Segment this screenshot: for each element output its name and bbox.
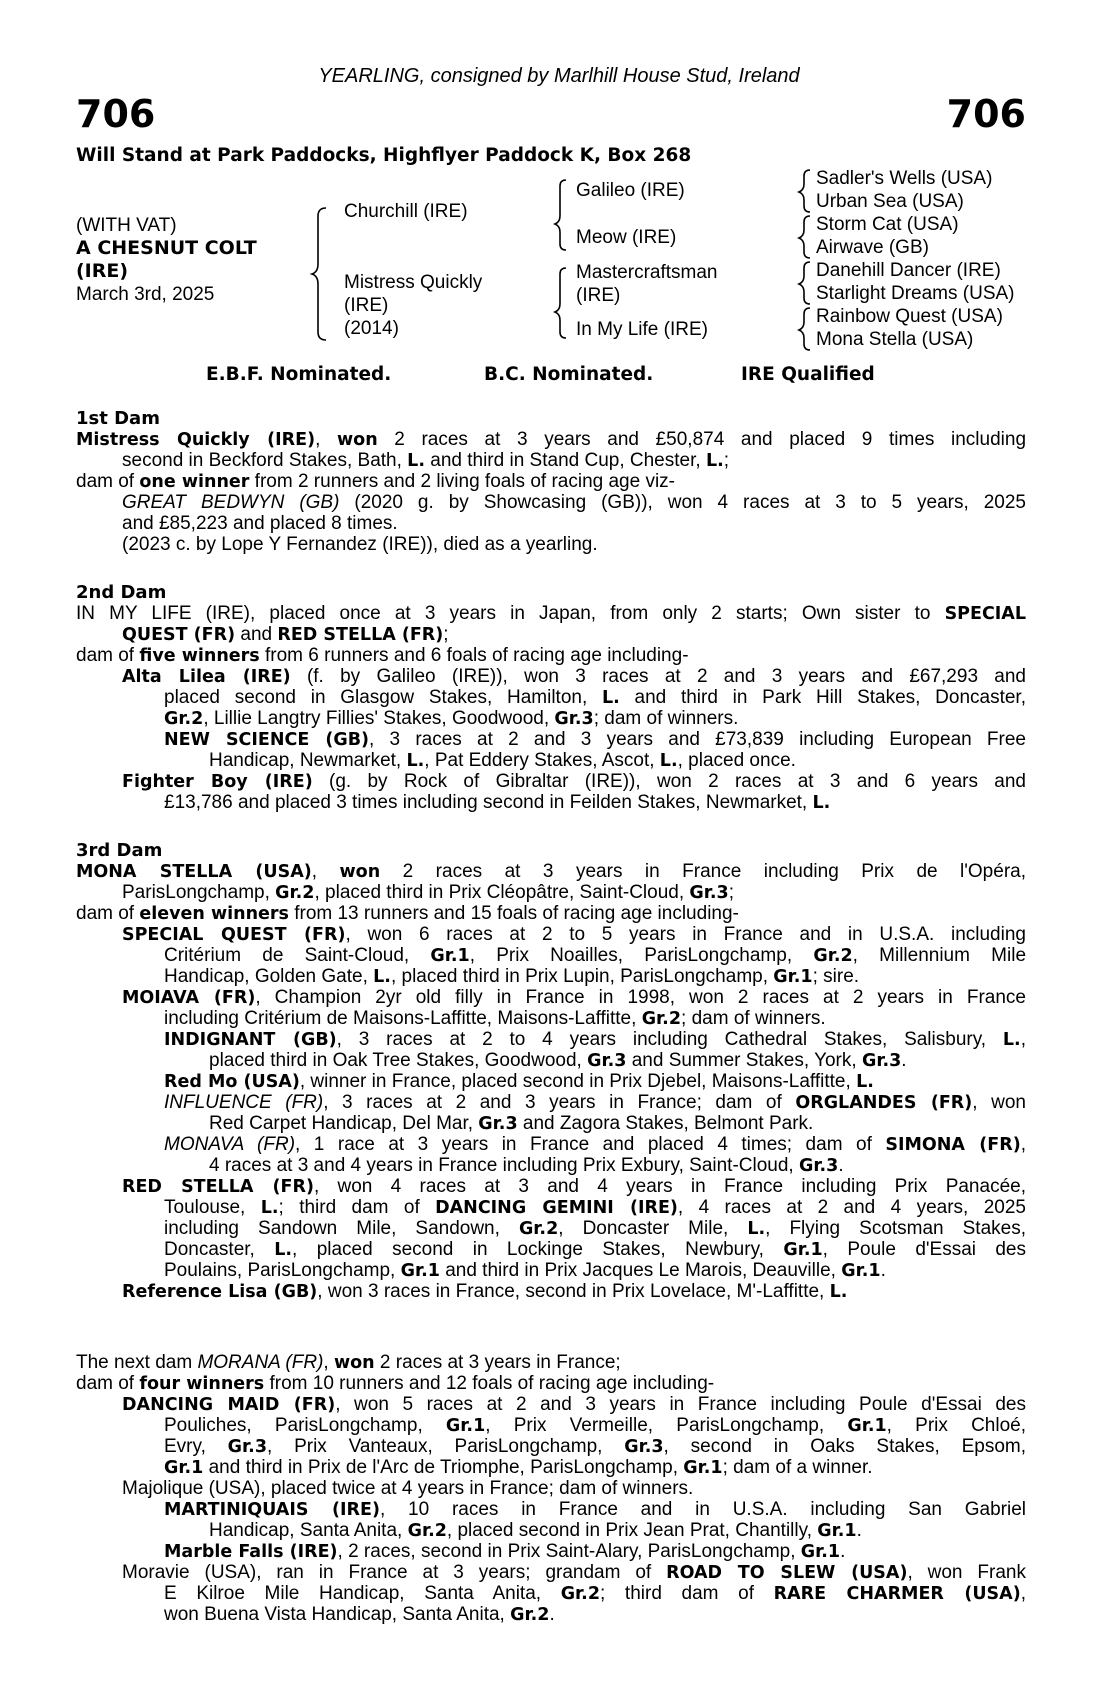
text-line: Red Carpet Handicap, Del Mar, Gr.3 and Zagora Stakes, Belmont Park. <box>209 1113 814 1134</box>
text-line: Gr.1 and third in Prix de l'Arc de Triomphe, ParisLongchamp, Gr.1; dam of a winner. <box>164 1457 873 1478</box>
third-dam-section <box>76 840 1026 1302</box>
text-line: dam of four winners from 10 runners and 12 foals of racing age including- <box>76 1373 715 1394</box>
text-line: The next dam MORANA (FR), won 2 races at 3 years in France; <box>76 1352 621 1373</box>
text-line: MOIAVA (FR), Champion 2yr old filly in France in 1998, won 2 races at 2 years in France <box>122 987 1026 1008</box>
text-line: Handicap, Newmarket, L., Pat Eddery Stakes, Ascot, L., placed once. <box>209 750 796 771</box>
pedigree-gen3-1: Sadler's Wells (USA) <box>816 168 993 189</box>
pedigree-sire-sire: Galileo (IRE) <box>576 180 685 201</box>
next-dam-section <box>76 1352 1026 1625</box>
text-line: Alta Lilea (IRE) (f. by Galileo (IRE)), won 3 races at 2 and 3 years and £67,293 and <box>122 666 1026 687</box>
text-line: INFLUENCE (FR), 3 races at 2 and 3 years in France; dam of ORGLANDES (FR), won <box>164 1092 1026 1113</box>
text-line: Fighter Boy (IRE) (g. by Rock of Gibraltar (IRE)), won 2 races at 3 and 6 years and <box>122 771 1026 792</box>
text-line: Handicap, Golden Gate, L., placed third in Prix Lupin, ParisLongchamp, Gr.1; sire. <box>164 966 860 987</box>
text-line: dam of one winner from 2 runners and 2 living foals of racing age viz- <box>76 471 676 492</box>
brace-gen2-top <box>555 180 566 250</box>
text-line: (2023 c. by Lope Y Fernandez (IRE)), died as a yearling. <box>122 534 598 555</box>
text-line: Marble Falls (IRE), 2 races, second in Prix Saint-Alary, ParisLongchamp, Gr.1. <box>164 1541 846 1562</box>
text-line: dam of eleven winners from 13 runners and 15 foals of racing age including- <box>76 903 739 924</box>
text-line: placed third in Oak Tree Stakes, Goodwood, Gr.3 and Summer Stakes, York, Gr.3. <box>209 1050 907 1071</box>
text-line: and £85,223 and placed 8 times. <box>122 513 398 534</box>
first-dam-heading: 1st Dam <box>76 408 160 429</box>
pedigree-gen3-4: Airwave (GB) <box>816 237 929 258</box>
text-line: Toulouse, L.; third dam of DANCING GEMINI (IRE), 4 races at 2 and 4 years, 2025 <box>164 1197 1026 1218</box>
third-dam-heading: 3rd Dam <box>76 840 163 861</box>
ire-qualified: IRE Qualified <box>741 364 875 385</box>
text-line: MONA STELLA (USA), won 2 races at 3 years in France including Prix de l'Opéra, <box>76 861 1026 882</box>
text-line: SPECIAL QUEST (FR), won 6 races at 2 to 5 years in France and in U.S.A. including <box>122 924 1026 945</box>
text-line: 4 races at 3 and 4 years in France including Prix Exbury, Saint-Cloud, Gr.3. <box>209 1155 844 1176</box>
text-line: Reference Lisa (GB), won 3 races in France, second in Prix Lovelace, M'-Laffitte, L. <box>122 1281 848 1302</box>
brace-gen2-bottom <box>555 268 566 338</box>
ebf-nominated: E.B.F. Nominated. <box>206 364 392 385</box>
text-line: Doncaster, L., placed second in Lockinge Stakes, Newbury, Gr.1, Poule d'Essai des <box>164 1239 1026 1260</box>
text-line: INDIGNANT (GB), 3 races at 2 to 4 years including Cathedral Stakes, Salisbury, L., <box>164 1029 1026 1050</box>
pedigree-dam-line1: Mistress Quickly <box>344 272 483 293</box>
text-line: second in Beckford Stakes, Bath, L. and third in Stand Cup, Chester, L.; <box>122 450 730 471</box>
pedigree-gen3-2: Urban Sea (USA) <box>816 191 964 212</box>
lot-number-left: 706 <box>76 92 156 136</box>
text-line: Red Mo (USA), winner in France, placed second in Prix Djebel, Maisons-Laffitte, L. <box>164 1071 874 1092</box>
brace-gen3-1 <box>799 170 810 212</box>
second-dam-heading: 2nd Dam <box>76 582 167 603</box>
horse-name-line2: (IRE) <box>76 260 129 282</box>
vat-note: (WITH VAT) <box>76 215 177 236</box>
text-line: QUEST (FR) and RED STELLA (FR); <box>122 624 449 645</box>
text-line: Pouliches, ParisLongchamp, Gr.1, Prix Vermeille, ParisLongchamp, Gr.1, Prix Chloé, <box>164 1415 1026 1436</box>
text-line: DANCING MAID (FR), won 5 races at 2 and 3 years in France including Poule d'Essai des <box>122 1394 1027 1415</box>
text-line: Moravie (USA), ran in France at 3 years; grandam of ROAD TO SLEW (USA), won Frank <box>122 1562 1026 1583</box>
text-line: NEW SCIENCE (GB), 3 races at 2 and 3 years and £73,839 including European Free <box>164 729 1026 750</box>
foaling-date: March 3rd, 2025 <box>76 284 215 305</box>
stand-location: Will Stand at Park Paddocks, Highflyer Paddock K, Box 268 <box>76 145 692 166</box>
text-line: RED STELLA (FR), won 4 races at 3 and 4 years in France including Prix Panacée, <box>122 1176 1026 1197</box>
text-line: E Kilroe Mile Handicap, Santa Anita, Gr.2; third dam of RARE CHARMER (USA), <box>164 1583 1026 1604</box>
consignment-line: YEARLING, consigned by Marlhill House Stud, Ireland <box>318 65 800 87</box>
pedigree-dam-sire-line1: Mastercraftsman <box>576 262 718 283</box>
second-dam-section <box>76 582 1026 813</box>
text-line: Mistress Quickly (IRE), won 2 races at 3 years and £50,874 and placed 9 times including <box>76 429 1027 450</box>
lot-number-right: 706 <box>946 92 1026 136</box>
text-line: Evry, Gr.3, Prix Vanteaux, ParisLongchamp, Gr.3, second in Oaks Stakes, Epsom, <box>164 1436 1026 1457</box>
brace-gen3-4 <box>799 308 810 350</box>
text-line: IN MY LIFE (IRE), placed once at 3 years in Japan, from only 2 starts; Own sister to SPECIAL <box>76 603 1026 624</box>
text-line: Majolique (USA), placed twice at 4 years in France; dam of winners. <box>122 1478 694 1499</box>
horse-name-line1: A CHESNUT COLT <box>76 237 257 259</box>
text-line: MONAVA (FR), 1 race at 3 years in France and placed 4 times; dam of SIMONA (FR), <box>164 1134 1026 1155</box>
text-line: including Critérium de Maisons-Laffitte, Maisons-Laffitte, Gr.2; dam of winners. <box>164 1008 826 1029</box>
pedigree-dam-dam: In My Life (IRE) <box>576 319 708 340</box>
text-line: Gr.2, Lillie Langtry Fillies' Stakes, Goodwood, Gr.3; dam of winners. <box>164 708 739 729</box>
pedigree-dam-sire-line2: (IRE) <box>576 285 621 306</box>
pedigree-dam-sire <box>576 261 717 307</box>
text-line: GREAT BEDWYN (GB) (2020 g. by Showcasing (GB)), won 4 races at 3 to 5 years, 2025 <box>122 492 1026 513</box>
brace-gen3-3 <box>799 262 810 304</box>
text-line: £13,786 and placed 3 times including second in Feilden Stakes, Newmarket, L. <box>164 792 831 813</box>
pedigree-dam-line3: (2014) <box>344 318 399 339</box>
first-dam-section <box>76 408 1026 555</box>
text-line: Poulains, ParisLongchamp, Gr.1 and third in Prix Jacques Le Marois, Deauville, Gr.1. <box>164 1260 886 1281</box>
pedigree-gen3-8: Mona Stella (USA) <box>816 329 974 350</box>
text-line: MARTINIQUAIS (IRE), 10 races in France and in U.S.A. including San Gabriel <box>164 1499 1027 1520</box>
pedigree-sire-dam: Meow (IRE) <box>576 227 677 248</box>
pedigree-sire: Churchill (IRE) <box>344 201 468 222</box>
brace-gen3-2 <box>799 216 810 258</box>
pedigree-gen3-3: Storm Cat (USA) <box>816 214 959 235</box>
bc-nominated: B.C. Nominated. <box>484 364 654 385</box>
text-line: ParisLongchamp, Gr.2, placed third in Prix Cléopâtre, Saint-Cloud, Gr.3; <box>122 882 735 903</box>
text-line: dam of five winners from 6 runners and 6 foals of racing age including- <box>76 645 689 666</box>
text-line: placed second in Glasgow Stakes, Hamilton, L. and third in Park Hill Stakes, Doncaster, <box>164 687 1026 708</box>
pedigree-gen3-5: Danehill Dancer (IRE) <box>816 260 1001 281</box>
text-line: including Sandown Mile, Sandown, Gr.2, Doncaster Mile, L., Flying Scotsman Stakes, <box>164 1218 1027 1239</box>
pedigree-gen3-6: Starlight Dreams (USA) <box>816 283 1015 304</box>
brace-gen1 <box>312 208 326 340</box>
text-line: Critérium de Saint-Cloud, Gr.1, Prix Noailles, ParisLongchamp, Gr.2, Millennium Mile <box>164 945 1027 966</box>
pedigree-dam <box>344 271 482 340</box>
text-line: Handicap, Santa Anita, Gr.2, placed second in Prix Jean Prat, Chantilly, Gr.1. <box>209 1520 862 1541</box>
text-line: won Buena Vista Handicap, Santa Anita, Gr.2. <box>164 1604 555 1625</box>
pedigree-dam-line2: (IRE) <box>344 295 389 316</box>
pedigree-gen3-7: Rainbow Quest (USA) <box>816 306 1003 327</box>
